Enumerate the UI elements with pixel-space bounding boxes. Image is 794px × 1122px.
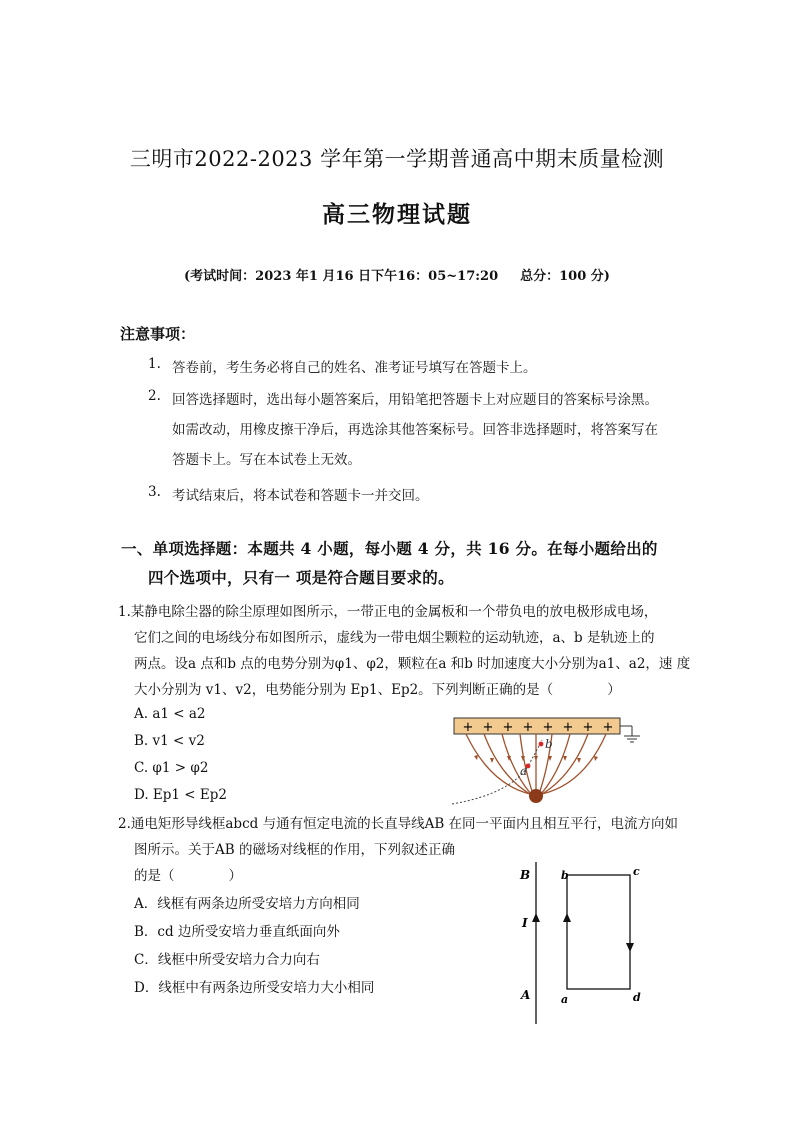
notice-num-1: 1. xyxy=(148,356,161,372)
q1-line-1: 1.某静电除尘器的除尘原理如图所示，一带正电的金属板和一个带负电的放电极形成电场， xyxy=(118,604,658,620)
q2-line-1: 2.通电矩形导线框abcd 与通有恒定电流的长直导线AB 在同一平面内且相互平行，电流方向如 xyxy=(118,816,679,832)
notice-item-2-line-2: 如需改动，用橡皮擦干净后，再选涂其他答案标号。回答非选择题时，将答案写在 xyxy=(172,422,658,438)
q2-option-b: B．cd 边所受安培力垂直纸面向外 xyxy=(134,924,340,940)
q1-line-3: 两点。设a 点和b 点的电势分别为φ1、φ2，颗粒在a 和b 时加速度大小分别为a1、a2，速 度 xyxy=(134,656,691,672)
plus-sign: + xyxy=(602,720,614,735)
point-b xyxy=(539,742,544,747)
plus-sign: + xyxy=(502,720,514,735)
notice-item-1: 答卷前，考生务必将自己的姓名、准考证号填写在答题卡上。 xyxy=(172,360,537,376)
loop-arrow-up-icon xyxy=(563,913,571,922)
q1-option-d: D. Ep1 < Ep2 xyxy=(134,787,227,803)
label-b: b xyxy=(545,737,553,751)
charged-plate xyxy=(454,718,620,734)
notice-num-3: 3. xyxy=(148,484,161,500)
label-a: a xyxy=(561,993,569,1006)
q1-line-2: 它们之间的电场线分布如图所示，虚线为一带电烟尘颗粒的运动轨迹，a、b 是轨迹上的 xyxy=(134,630,655,646)
plus-sign: + xyxy=(582,720,594,735)
notice-heading: 注意事项： xyxy=(120,325,196,343)
label-A: A xyxy=(521,988,531,1002)
exam-title: 三明市2022-2023 学年第一学期普通高中期末质量检测 xyxy=(129,147,665,171)
q1-option-b: B. v1 < v2 xyxy=(134,733,205,749)
notice-item-2-line-1: 回答选择题时，选出每小题答案后，用铅笔把答题卡上对应题目的答案标号涂黑。 xyxy=(172,392,658,408)
q2-option-a: A．线框有两条边所受安培力方向相同 xyxy=(134,896,360,912)
particle-trajectory xyxy=(452,740,542,804)
q1-figure xyxy=(450,714,650,806)
rectangular-loop xyxy=(567,875,630,989)
label-B: B xyxy=(520,868,531,882)
label-d: d xyxy=(633,991,641,1004)
q2-line-3: 的是（ ） xyxy=(134,868,242,884)
total-score: 总分：100 分) xyxy=(520,269,610,284)
label-b: b xyxy=(561,869,569,882)
plus-sign: + xyxy=(462,720,474,735)
q2-option-c: C．线框中所受安培力合力向右 xyxy=(134,952,320,968)
exam-time: (考试时间：2023 年1 月16 日下午16：05~17:20 xyxy=(184,269,499,284)
plus-sign: + xyxy=(522,720,534,735)
plus-sign: + xyxy=(562,720,574,735)
label-a: a xyxy=(520,764,528,778)
q1-option-c: C. φ1 > φ2 xyxy=(134,760,209,776)
section-heading-line-1: 一、单项选择题：本题共 4 小题，每小题 4 分，共 16 分。在每小题给出的 xyxy=(121,539,658,558)
discharge-electrode xyxy=(529,789,543,803)
section-heading-line-2: 四个选项中，只有一 项是符合题目要求的。 xyxy=(148,568,454,587)
notice-item-3: 考试结束后，将本试卷和答题卡一并交回。 xyxy=(172,488,429,504)
exam-info xyxy=(0,265,794,284)
ground-icon xyxy=(620,726,640,742)
subject-title: 高三物理试题 xyxy=(322,201,472,228)
label-I: I xyxy=(522,916,528,930)
q2-figure xyxy=(516,858,650,1026)
loop-arrow-down-icon xyxy=(626,943,634,952)
field-lines xyxy=(466,734,606,794)
notice-num-2: 2. xyxy=(148,388,161,404)
plus-sign: + xyxy=(482,720,494,735)
notice-item-2-line-3: 答题卡上。写在本试卷上无效。 xyxy=(172,452,361,468)
plus-sign: + xyxy=(542,720,554,735)
q2-line-2: 图所示。关于AB 的磁场对线框的作用，下列叙述正确 xyxy=(134,842,455,858)
q2-option-d: D．线框中有两条边所受安培力大小相同 xyxy=(134,980,375,996)
q1-line-4: 大小分别为 v1、v2，电势能分别为 Ep1、Ep2。下列判断正确的是（ ） xyxy=(134,682,621,698)
q1-option-a: A. a1 < a2 xyxy=(134,706,206,722)
current-arrow-up-icon xyxy=(532,913,540,922)
label-c: c xyxy=(633,865,640,878)
